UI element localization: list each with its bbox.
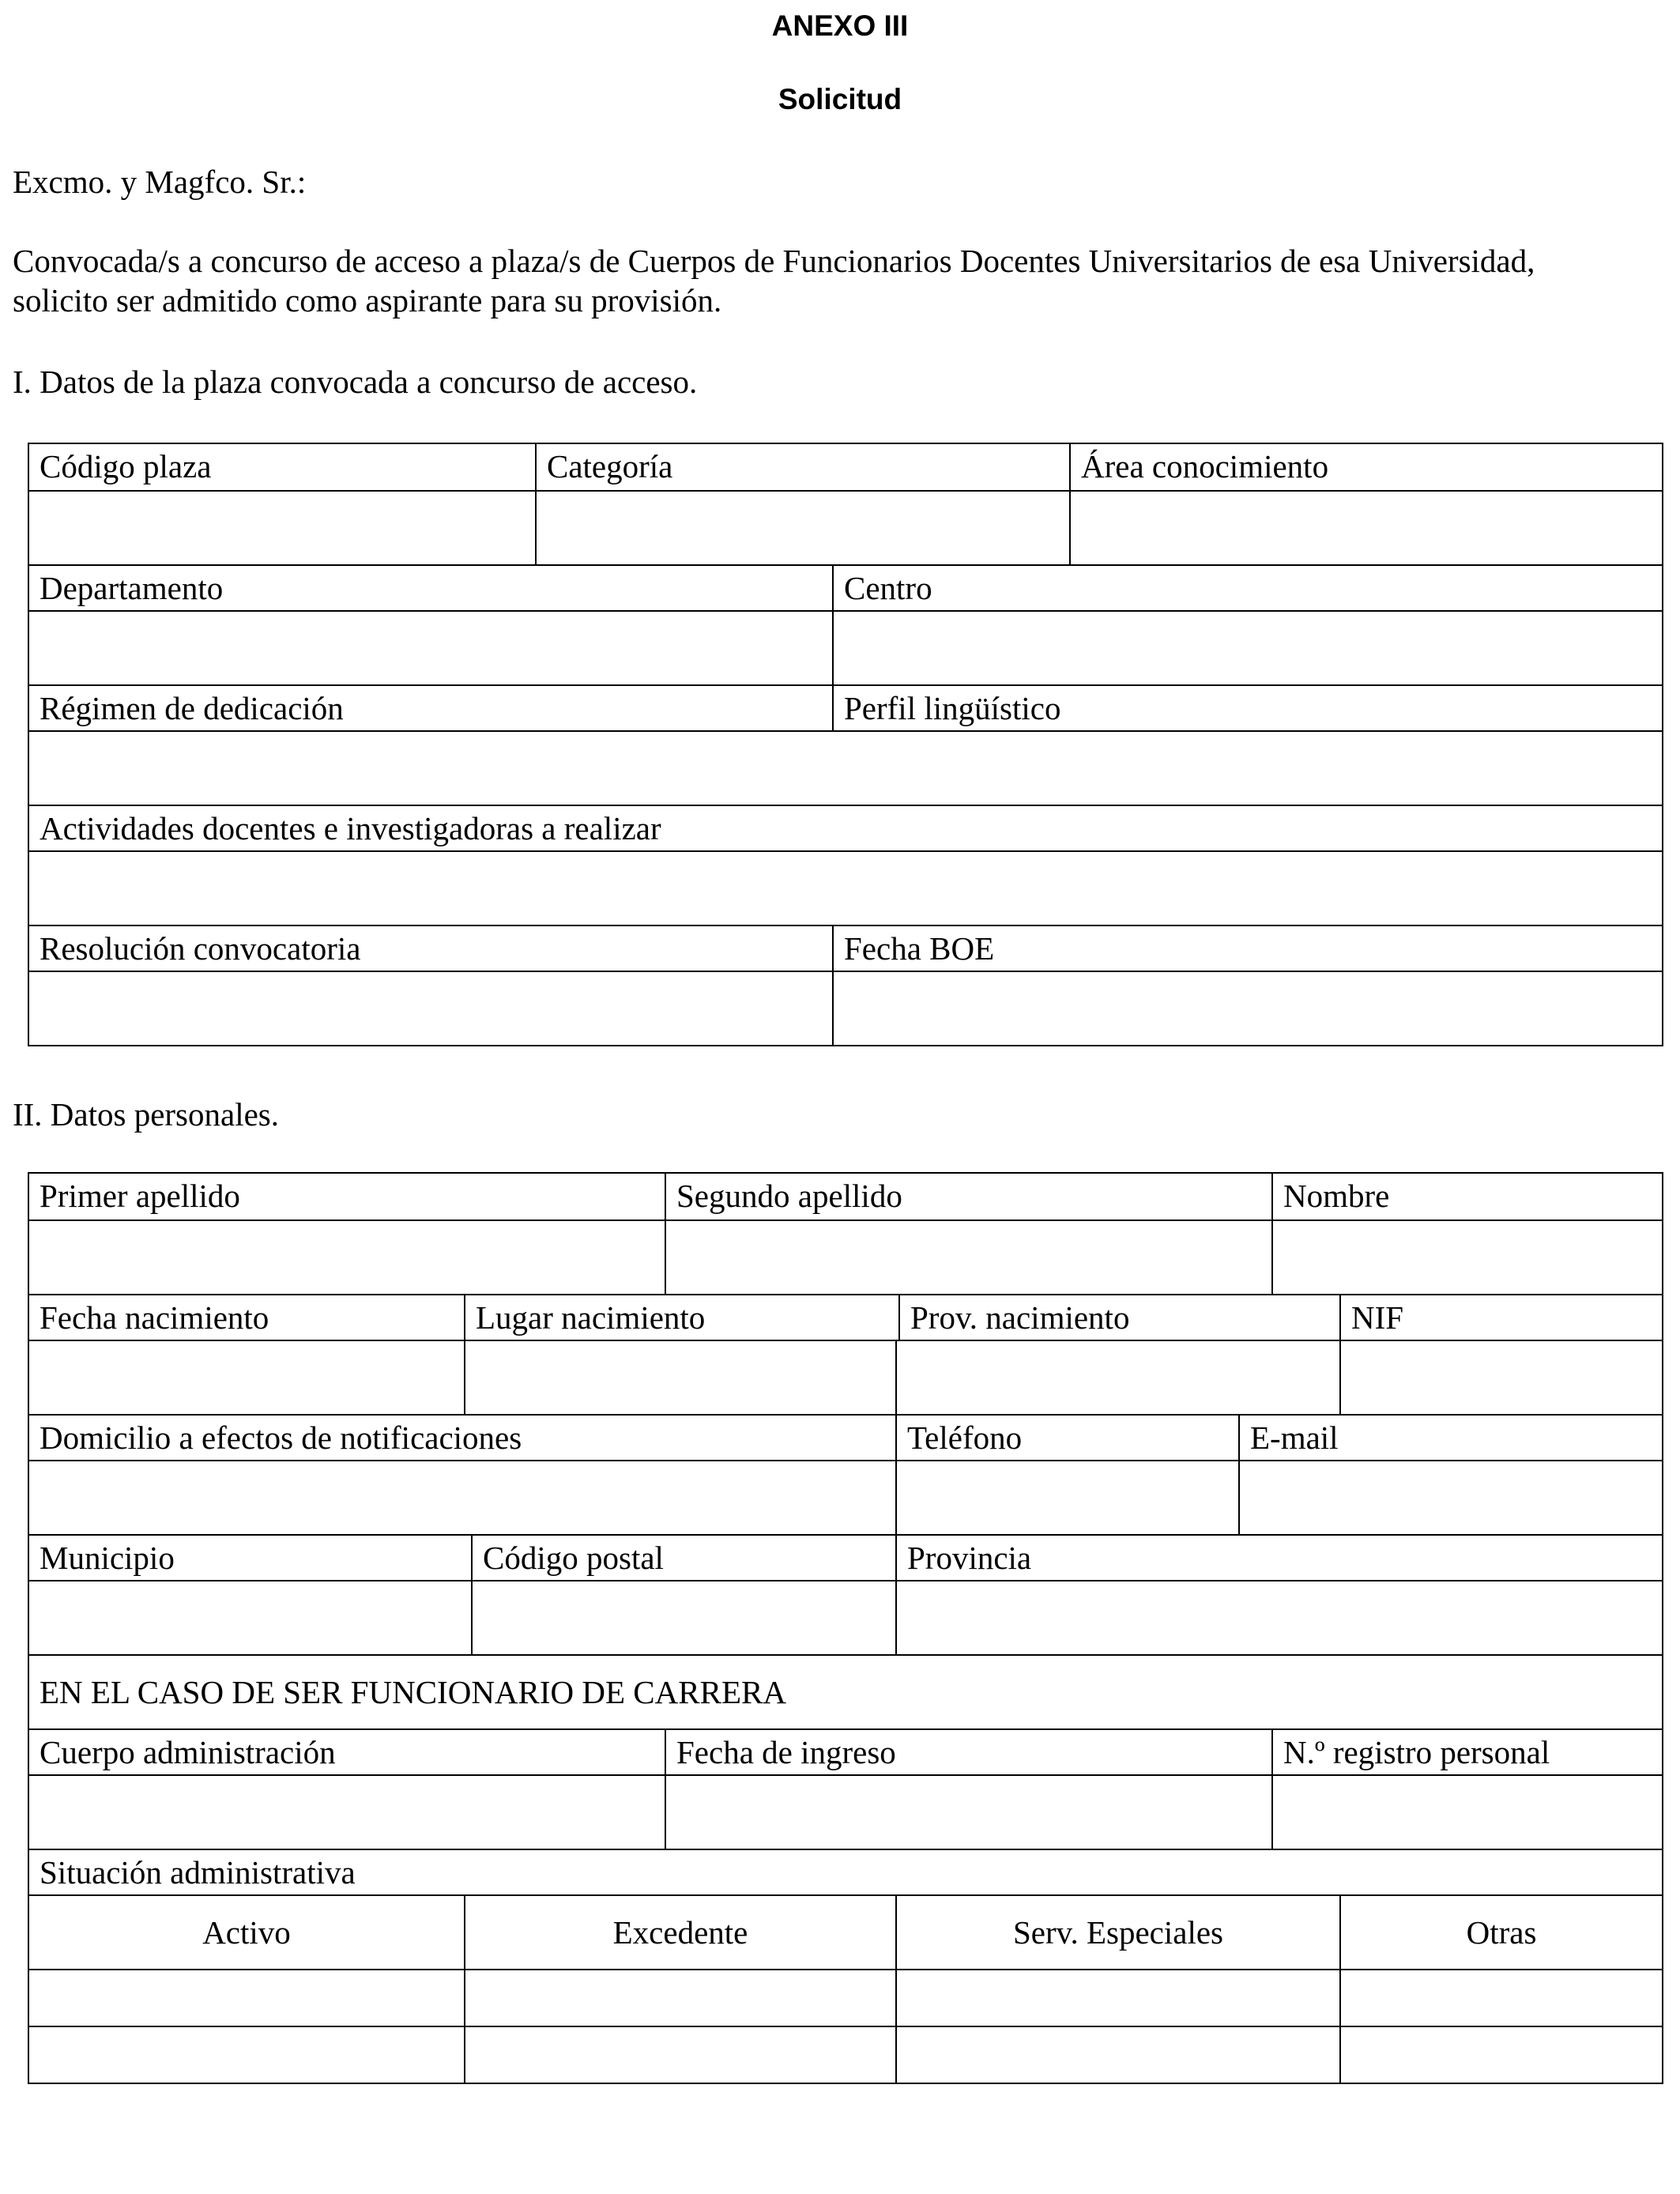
codigo-plaza-field[interactable] bbox=[29, 492, 535, 564]
plaza-label-row-5 bbox=[29, 925, 1662, 971]
nombre-label: Nombre bbox=[1271, 1174, 1662, 1220]
serv-especiales-field[interactable] bbox=[895, 1970, 1339, 2026]
regimen-perfil-field[interactable] bbox=[29, 730, 1662, 805]
intro-line-1: Convocada/s a concurso de acceso a plaza/s de Cuerpos de Funcionarios Docentes Universitarios de esa Universidad, bbox=[13, 243, 1535, 279]
domicilio-field[interactable] bbox=[29, 1461, 895, 1534]
serv-especiales-header: Serv. Especiales bbox=[895, 1896, 1339, 1969]
situacion-administrativa-label: Situación administrativa bbox=[40, 1854, 356, 1891]
situacion-label-row bbox=[29, 1849, 1662, 1894]
nif-field[interactable] bbox=[1339, 1341, 1662, 1414]
telefono-field[interactable] bbox=[895, 1461, 1238, 1534]
personal-entry-row-2 bbox=[29, 1340, 1662, 1414]
otras-header: Otras bbox=[1339, 1896, 1662, 1969]
plaza-entry-row-1 bbox=[29, 490, 1662, 564]
segundo-apellido-field[interactable] bbox=[665, 1221, 1271, 1294]
email-label: E-mail bbox=[1238, 1416, 1662, 1460]
telefono-label: Teléfono bbox=[895, 1416, 1238, 1460]
fecha-boe-label: Fecha BOE bbox=[832, 926, 1662, 971]
resolucion-label: Resolución convocatoria bbox=[40, 930, 361, 967]
personal-entry-row-1 bbox=[29, 1220, 1662, 1294]
personal-label-row-2 bbox=[29, 1294, 1662, 1340]
lugar-nacimiento-label: Lugar nacimiento bbox=[464, 1295, 898, 1340]
intro-line-2: solicito ser admitido como aspirante para su provisión. bbox=[13, 282, 722, 319]
provincia-field[interactable] bbox=[895, 1581, 1662, 1654]
excedente-header: Excedente bbox=[464, 1896, 895, 1969]
segundo-apellido-label: Segundo apellido bbox=[665, 1174, 1271, 1220]
plaza-label-row-3 bbox=[29, 684, 1662, 730]
perfil-linguistico-label: Perfil lingüístico bbox=[832, 686, 1662, 730]
email-field[interactable] bbox=[1238, 1461, 1662, 1534]
personal-label-row-3 bbox=[29, 1414, 1662, 1460]
activo-field[interactable] bbox=[29, 2027, 464, 2083]
personal-table bbox=[28, 1172, 1663, 2084]
fecha-nacimiento-field[interactable] bbox=[29, 1341, 464, 1414]
area-conocimiento-field[interactable] bbox=[1069, 492, 1662, 564]
nif-label: NIF bbox=[1339, 1295, 1662, 1340]
otras-field[interactable] bbox=[1339, 2027, 1662, 2083]
categoria-label: Categoría bbox=[535, 444, 1069, 490]
personal-entry-row-3 bbox=[29, 1460, 1662, 1534]
personal-label-row-5 bbox=[29, 1728, 1662, 1774]
prov-nacimiento-field[interactable] bbox=[895, 1341, 1339, 1414]
prov-nacimiento-label: Prov. nacimiento bbox=[898, 1295, 1339, 1340]
departamento-field[interactable] bbox=[29, 612, 832, 684]
centro-field[interactable] bbox=[832, 612, 1662, 684]
codigo-postal-field[interactable] bbox=[471, 1581, 895, 1654]
fecha-ingreso-field[interactable] bbox=[665, 1776, 1271, 1849]
otras-field[interactable] bbox=[1339, 1970, 1662, 2026]
serv-especiales-field[interactable] bbox=[895, 2027, 1339, 2083]
excedente-field[interactable] bbox=[464, 1970, 895, 2026]
regimen-label: Régimen de dedicación bbox=[40, 690, 344, 726]
funcionario-heading-row bbox=[29, 1654, 1662, 1728]
annex-title: ANEXO III bbox=[771, 9, 909, 42]
actividades-field[interactable] bbox=[29, 850, 1662, 925]
resolucion-field[interactable] bbox=[29, 972, 832, 1045]
categoria-field[interactable] bbox=[535, 492, 1069, 564]
cuerpo-administracion-label: Cuerpo administración bbox=[40, 1734, 336, 1770]
plaza-entry-row-5 bbox=[29, 971, 1662, 1045]
plaza-label-row-4 bbox=[29, 805, 1662, 850]
salutation: Excmo. y Magfco. Sr.: bbox=[13, 164, 307, 200]
section-1-title: I. Datos de la plaza convocada a concurso de acceso. bbox=[13, 364, 698, 400]
funcionario-heading: EN EL CASO DE SER FUNCIONARIO DE CARRERA bbox=[40, 1674, 786, 1710]
municipio-field[interactable] bbox=[29, 1581, 471, 1654]
fecha-boe-field[interactable] bbox=[832, 972, 1662, 1045]
personal-entry-row-5 bbox=[29, 1774, 1662, 1849]
fecha-nacimiento-label: Fecha nacimiento bbox=[40, 1299, 269, 1336]
primer-apellido-label: Primer apellido bbox=[40, 1178, 240, 1214]
personal-label-row-4 bbox=[29, 1534, 1662, 1580]
plaza-label-row-1 bbox=[29, 444, 1662, 490]
departamento-label: Departamento bbox=[40, 570, 224, 606]
provincia-label: Provincia bbox=[895, 1536, 1662, 1580]
codigo-postal-label: Código postal bbox=[471, 1536, 895, 1580]
form-subtitle: Solicitud bbox=[778, 83, 902, 115]
registro-personal-label: N.º registro personal bbox=[1271, 1730, 1662, 1774]
nombre-field[interactable] bbox=[1271, 1221, 1662, 1294]
plaza-table bbox=[28, 443, 1663, 1046]
excedente-field[interactable] bbox=[464, 2027, 895, 2083]
lugar-nacimiento-field[interactable] bbox=[464, 1341, 895, 1414]
municipio-label: Municipio bbox=[40, 1540, 175, 1576]
primer-apellido-field[interactable] bbox=[29, 1221, 665, 1294]
centro-label: Centro bbox=[832, 566, 1662, 610]
situacion-entry-row-1 bbox=[29, 1969, 1662, 2026]
domicilio-label: Domicilio a efectos de notificaciones bbox=[40, 1419, 522, 1456]
cuerpo-administracion-field[interactable] bbox=[29, 1776, 665, 1849]
situacion-entry-row-2 bbox=[29, 2026, 1662, 2083]
activo-header: Activo bbox=[202, 1914, 291, 1951]
plaza-entry-row-2 bbox=[29, 610, 1662, 684]
section-2-title: II. Datos personales. bbox=[13, 1096, 280, 1133]
area-conocimiento-label: Área conocimiento bbox=[1069, 444, 1662, 490]
plaza-label-row-2 bbox=[29, 564, 1662, 610]
personal-entry-row-4 bbox=[29, 1580, 1662, 1654]
codigo-plaza-label: Código plaza bbox=[40, 448, 212, 484]
situacion-header-row bbox=[29, 1894, 1662, 1969]
actividades-label: Actividades docentes e investigadoras a realizar bbox=[40, 810, 661, 846]
personal-label-row-1 bbox=[29, 1174, 1662, 1220]
fecha-ingreso-label: Fecha de ingreso bbox=[665, 1730, 1271, 1774]
activo-field[interactable] bbox=[29, 1970, 464, 2026]
registro-personal-field[interactable] bbox=[1271, 1776, 1662, 1849]
